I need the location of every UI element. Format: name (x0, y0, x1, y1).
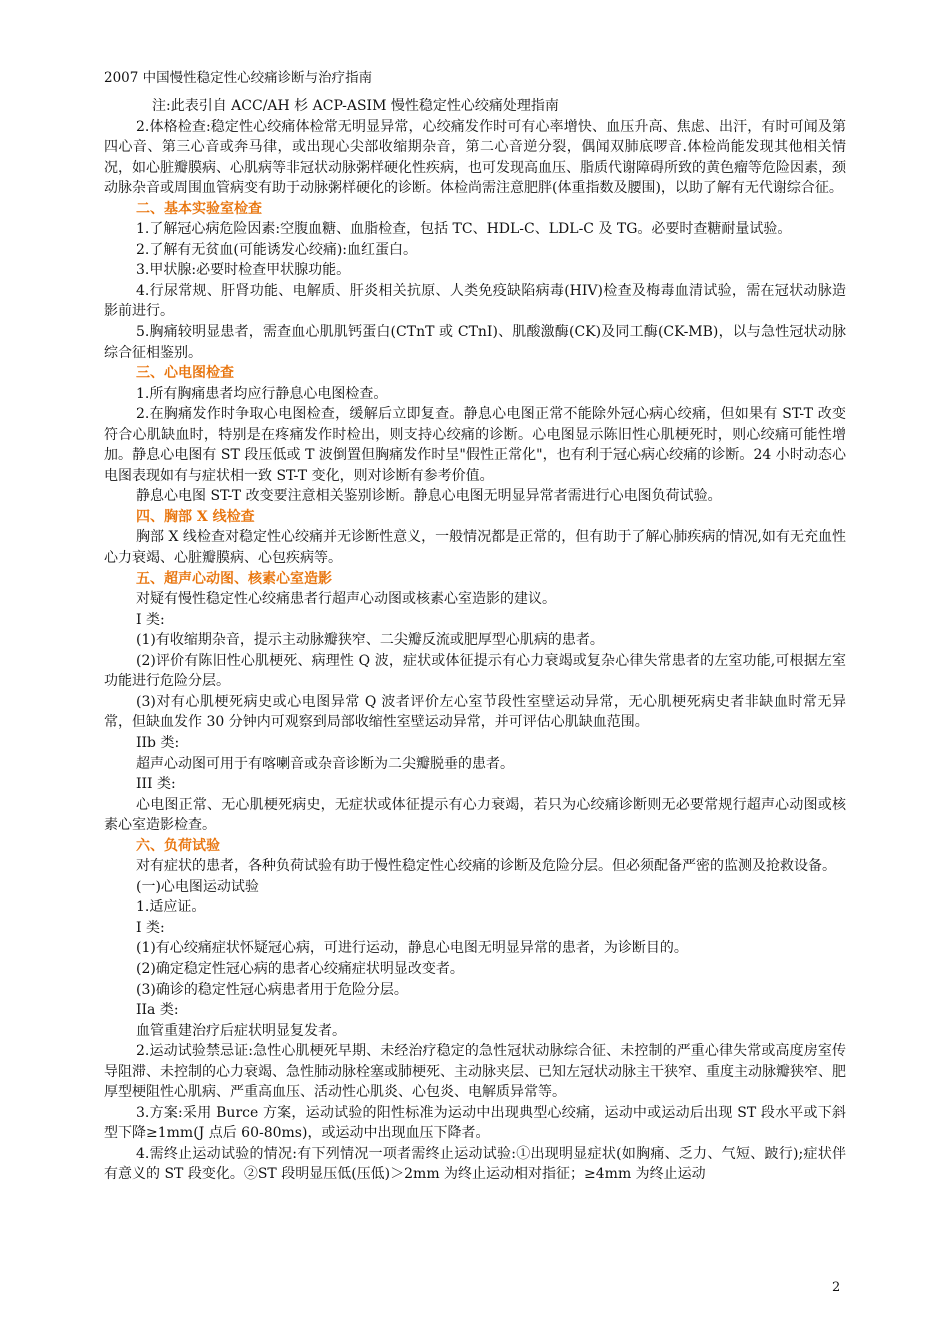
section-heading: 四、胸部 X 线检查 (136, 508, 255, 525)
paragraph: 2.了解有无贫血(可能诱发心绞痛):血红蛋白。 (136, 241, 417, 258)
page-header: 2007 中国慢性稳定性心绞痛诊断与治疗指南 (104, 70, 373, 86)
page-number: 2 (832, 1280, 841, 1295)
section-heading: 五、超声心动图、核素心室造影 (136, 570, 332, 587)
paragraph: (2)确定稳定性冠心病的患者心绞痛症状明显改变者。 (136, 960, 464, 977)
section-heading: 六、负荷试验 (136, 837, 220, 854)
document-body (104, 96, 846, 1185)
paragraph: 1.适应证。 (136, 899, 206, 916)
paragraph: 1.所有胸痛患者均应行静息心电图检查。 (136, 385, 388, 402)
paragraph: 血管重建治疗后症状明显复发者。 (136, 1022, 346, 1039)
paragraph: 静息心电图 ST-T 改变要注意相关鉴别诊断。静息心电图无明显异常者需进行心电图负荷试验。 (136, 488, 722, 505)
paragraph: (1)有收缩期杂音，提示主动脉瓣狭窄、二尖瓣反流或肥厚型心肌病的患者。 (136, 632, 604, 649)
paragraph: 对有症状的患者，各种负荷试验有助于慢性稳定性心绞痛的诊断及危险分层。但必须配备严密的监测及抢救设备。 (136, 858, 836, 875)
paragraph: IIb 类: (136, 734, 180, 751)
paragraph: 2.运动试验禁忌证:急性心肌梗死早期、未经治疗稳定的急性冠状动脉综合征、未控制的严重心律失常或高度房室传导阻滞、未控制的心力衰竭、急性肺动脉栓塞或肺梗死、主动脉夹层、已知左冠状动脉主干狭窄、重度主动脉瓣狭窄、肥厚型梗阻性心肌病、严重高血压、活动性心肌炎、心包炎、电解质异常等。 (104, 1043, 846, 1101)
paragraph: I 类: (136, 919, 165, 936)
paragraph: (3)对有心肌梗死病史或心电图异常 Q 波者评价左心室节段性室壁运动异常，无心肌梗死病史者非缺血时常无异常，但缺血发作 30 分钟内可观察到局部收缩性室壁运动异常，并可评估心肌缺血范围。 (104, 693, 846, 731)
paragraph: 超声心动图可用于有喀喇音或杂音诊断为二尖瓣脱垂的患者。 (136, 755, 514, 772)
paragraph: 4.行尿常规、肝肾功能、电解质、肝炎相关抗原、人类免疫缺陷病毒(HIV)检查及梅毒血清试验，需在冠状动脉造影前进行。 (104, 282, 846, 320)
table-note: 注:此表引自 ACC/AH 杉 ACP-ASIM 慢性稳定性心绞痛处理指南 (152, 98, 559, 114)
paragraph: 2.在胸痛发作时争取心电图检查，缓解后立即复查。静息心电图正常不能除外冠心病心绞痛，但如果有 ST-T 改变符合心肌缺血时，特别是在疼痛发作时检出，则支持心绞痛的诊断。心电图显示陈旧性心肌梗死时，则心绞痛可能性增加。静息心电图有 ST 段压低或 T 波倒置但胸痛发作时呈"假性正常化"，也有利于冠心病心绞痛的诊断。24 小时动态心电图表现如有与症状相一致 ST-T 变化，则对诊断有参考价值。 (104, 406, 846, 484)
paragraph: (1)有心绞痛症状怀疑冠心病，可进行运动，静息心电图无明显异常的患者，为诊断目的。 (136, 940, 688, 957)
paragraph: IIa 类: (136, 1002, 179, 1019)
paragraph: (2)评价有陈旧性心肌梗死、病理性 Q 波，症状或体征提示有心力衰竭或复杂心律失常患者的左室功能,可根据左室功能进行危险分层。 (104, 652, 846, 690)
paragraph: 对疑有慢性稳定性心绞痛患者行超声心动图或核素心室造影的建议。 (136, 591, 556, 608)
paragraph: 胸部 X 线检查对稳定性心绞痛并无诊断性意义，一般情况都是正常的，但有助于了解心肺疾病的情况,如有无充血性心力衰竭、心脏瓣膜病、心包疾病等。 (104, 529, 846, 567)
paragraph: III 类: (136, 776, 176, 793)
paragraph: 4.需终止运动试验的情况:有下列情况一项者需终止运动试验:①出现明显症状(如胸痛、乏力、气短、跛行);症状伴有意义的 ST 段变化。②ST 段明显压低(压低)＞2mm 为终止运动相对指征；≥4mm 为终止运动 (104, 1145, 846, 1183)
section-heading: 二、基本实验室检查 (136, 200, 262, 217)
paragraph: 3.甲状腺:必要时检查甲状腺功能。 (136, 262, 351, 279)
paragraph: I 类: (136, 611, 165, 628)
section-heading: 三、心电图检查 (136, 365, 234, 382)
paragraph: 2.体格检查:稳定性心绞痛体检常无明显异常，心绞痛发作时可有心率增快、血压升高、焦虑、出汗，有时可闻及第四心音、第三心音或奔马律，或出现心尖部收缩期杂音，第二心音逆分裂，偶闻双肺底啰音.体检尚能发现其他相关情况，如心脏瓣膜病、心肌病等非冠状动脉粥样硬化性疾病，也可发现高血压、脂质代谢障碍所致的黄色瘤等危险因素，颈动脉杂音或周围血管病变有助于动脉粥样硬化的诊断。体检尚需注意肥胖(体重指数及腰围)，以助了解有无代谢综合征。 (104, 118, 846, 197)
paragraph: (一)心电图运动试验 (136, 878, 259, 895)
paragraph: (3)确诊的稳定性冠心病患者用于危险分层。 (136, 981, 408, 998)
paragraph: 5.胸痛较明显患者，需查血心肌肌钙蛋白(CTnT 或 CTnI)、肌酸激酶(CK)及同工酶(CK-MB)，以与急性冠状动脉综合征相鉴别。 (104, 324, 846, 361)
paragraph: 心电图正常、无心肌梗死病史，无症状或体征提示有心力衰竭，若只为心绞痛诊断则无必要常规行超声心动图或核素心室造影检查。 (104, 796, 846, 834)
paragraph: 1.了解冠心病危险因素:空腹血糖、血脂检查，包括 TC、HDL-C、LDL-C 及 TG。必要时查糖耐量试验。 (136, 221, 792, 238)
paragraph: 3.方案:采用 Burce 方案，运动试验的阳性标准为运动中出现典型心绞痛，运动中或运动后出现 ST 段水平或下斜型下降≥1mm(J 点后 60-80ms)，或运动中出现血压下降者。 (104, 1104, 846, 1142)
